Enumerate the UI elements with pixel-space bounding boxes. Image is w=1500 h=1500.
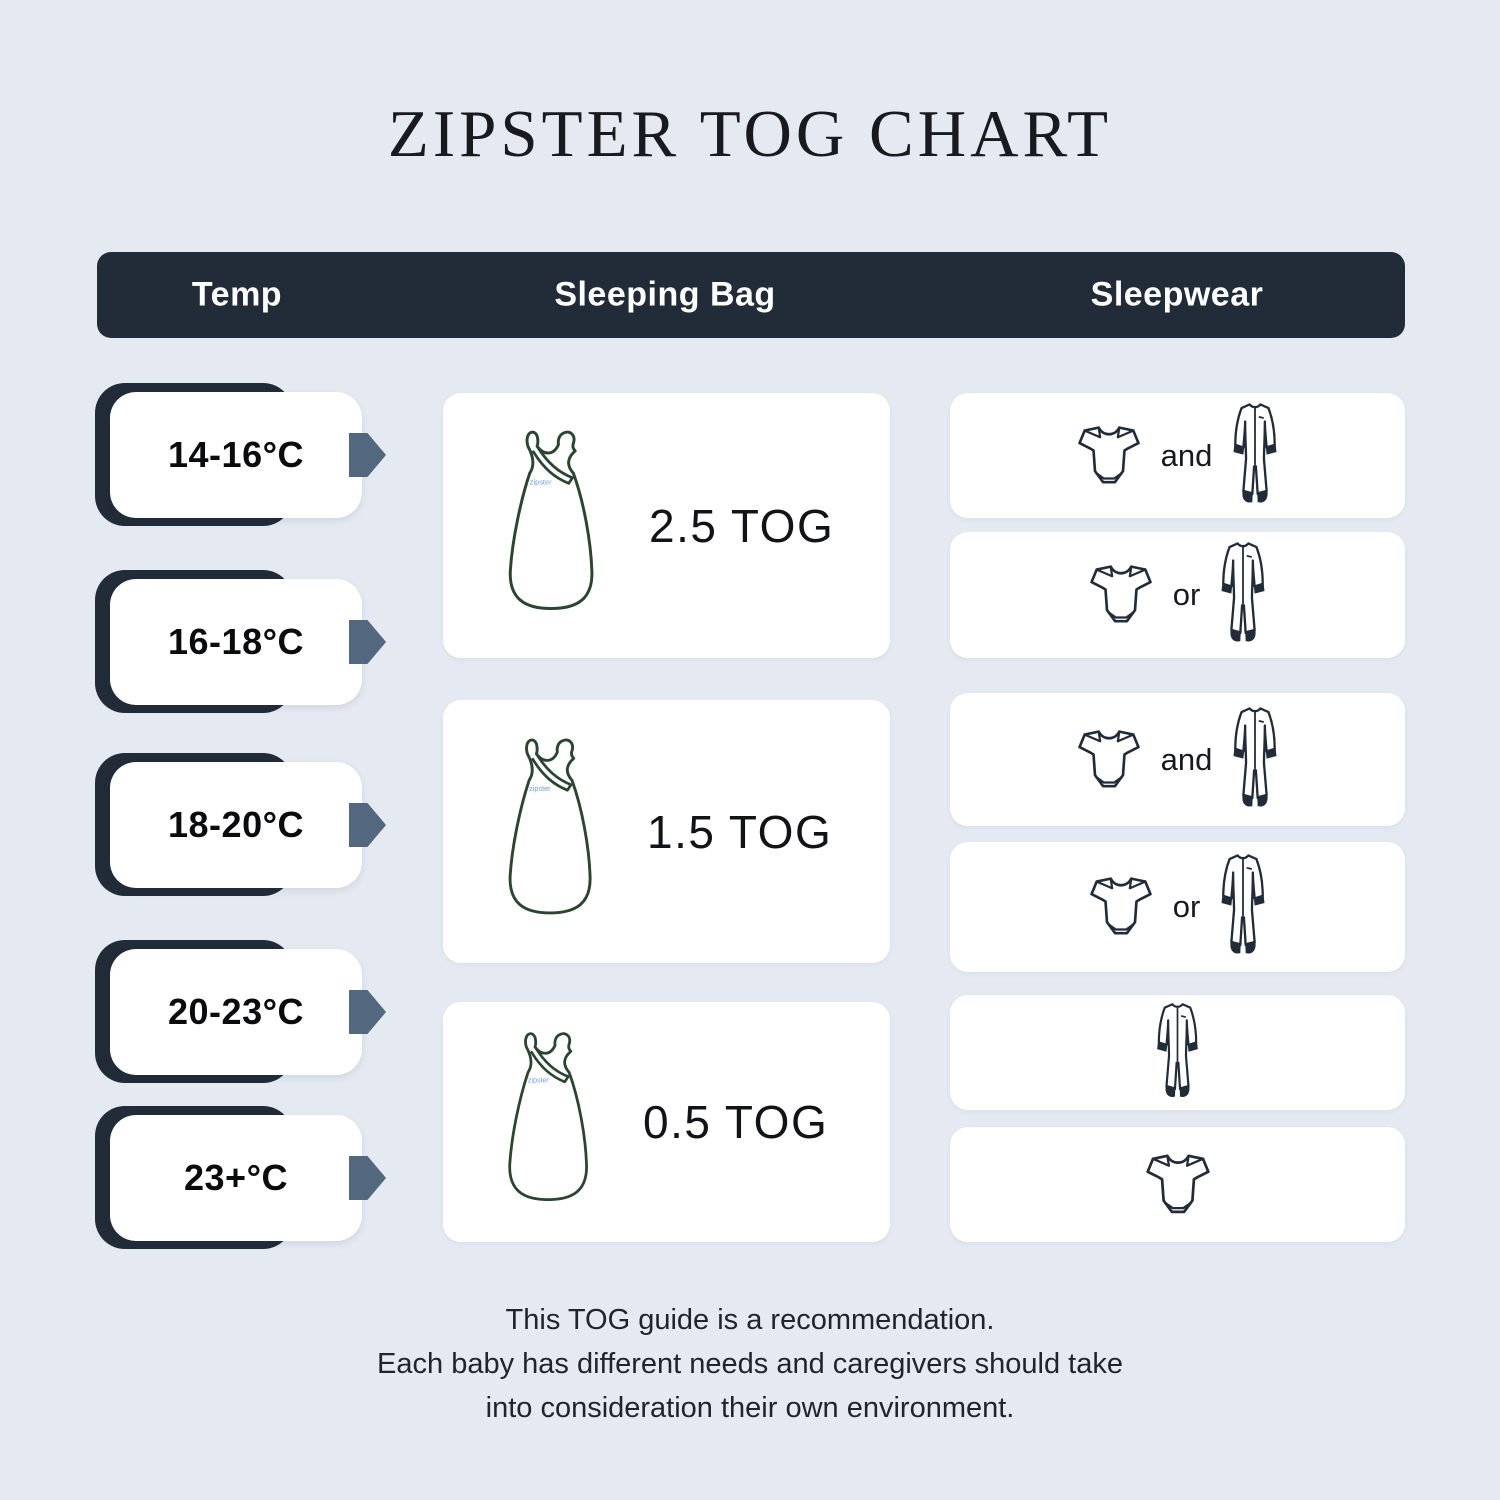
conjunction-label: or — [1172, 577, 1201, 612]
sleeping-bag-icon — [501, 424, 603, 628]
sleepwear-card — [950, 693, 1405, 826]
arrow-right-icon — [349, 803, 386, 847]
bodysuit-icon — [1072, 421, 1146, 491]
column-header-sleeping-bag: Sleeping Bag — [554, 275, 776, 314]
sleeping-bag-icon — [501, 1026, 597, 1218]
footer-note — [0, 1298, 1500, 1430]
bodysuit-icon — [1072, 725, 1146, 795]
temp-row — [95, 940, 395, 1083]
conjunction-label: or — [1172, 889, 1201, 924]
sleeping-bag-card — [443, 1002, 890, 1242]
bodysuit-icon — [1084, 872, 1158, 942]
sleepwear-card — [950, 1127, 1405, 1242]
footer-line: into consideration their own environment. — [485, 1392, 1015, 1424]
temp-label: 16-18°C — [168, 621, 304, 662]
bodysuit-icon — [1140, 1149, 1216, 1221]
bag-logo-text: zipster — [529, 476, 552, 486]
temp-card — [110, 762, 362, 888]
conjunction-label: and — [1160, 741, 1213, 777]
sleepwear-card — [950, 995, 1405, 1110]
tog-rating-label: 0.5 TOG — [643, 1096, 829, 1148]
bodysuit-icon — [1084, 560, 1158, 630]
temp-row — [95, 570, 395, 713]
footer-line: Each baby has different needs and caregivers should take — [377, 1348, 1123, 1380]
arrow-right-icon — [349, 620, 386, 664]
temp-label: 14-16°C — [168, 434, 304, 475]
sleeping-bag-card — [443, 393, 890, 658]
column-header-sleepwear: Sleepwear — [1090, 275, 1264, 314]
table-header-bar — [97, 252, 1405, 338]
sleepwear-card — [950, 532, 1405, 658]
conjunction-label: and — [1160, 437, 1213, 473]
temp-label: 20-23°C — [168, 991, 304, 1032]
temp-row — [95, 753, 395, 896]
sleepsuit-icon — [1215, 851, 1271, 963]
temp-label: 18-20°C — [168, 804, 304, 845]
sleepsuit-icon — [1227, 704, 1283, 816]
sleeping-bag-icon — [501, 732, 601, 932]
temp-label: 23+°C — [184, 1157, 288, 1198]
sleepsuit-icon — [1215, 539, 1271, 651]
tog-rating-label: 2.5 TOG — [649, 499, 835, 552]
sleepsuit-icon — [1151, 1000, 1204, 1106]
arrow-right-icon — [349, 990, 386, 1034]
temp-card — [110, 579, 362, 705]
column-header-temp: Temp — [191, 275, 283, 314]
tog-rating-label: 1.5 TOG — [647, 805, 833, 858]
arrow-right-icon — [349, 1156, 386, 1200]
temp-row — [95, 383, 395, 526]
temp-row — [95, 1106, 395, 1249]
sleepsuit-icon — [1227, 400, 1283, 512]
temp-card — [110, 949, 362, 1075]
temp-card — [110, 392, 362, 518]
sleepwear-card — [950, 842, 1405, 972]
footer-line: This TOG guide is a recommendation. — [505, 1304, 995, 1336]
arrow-right-icon — [349, 433, 386, 477]
bag-logo-text: zipster — [529, 783, 551, 793]
bag-logo-text: zipster — [528, 1077, 549, 1085]
temp-card — [110, 1115, 362, 1241]
sleepwear-card — [950, 393, 1405, 518]
page-title: ZIPSTER TOG CHART — [387, 97, 1113, 171]
sleeping-bag-card — [443, 700, 890, 963]
